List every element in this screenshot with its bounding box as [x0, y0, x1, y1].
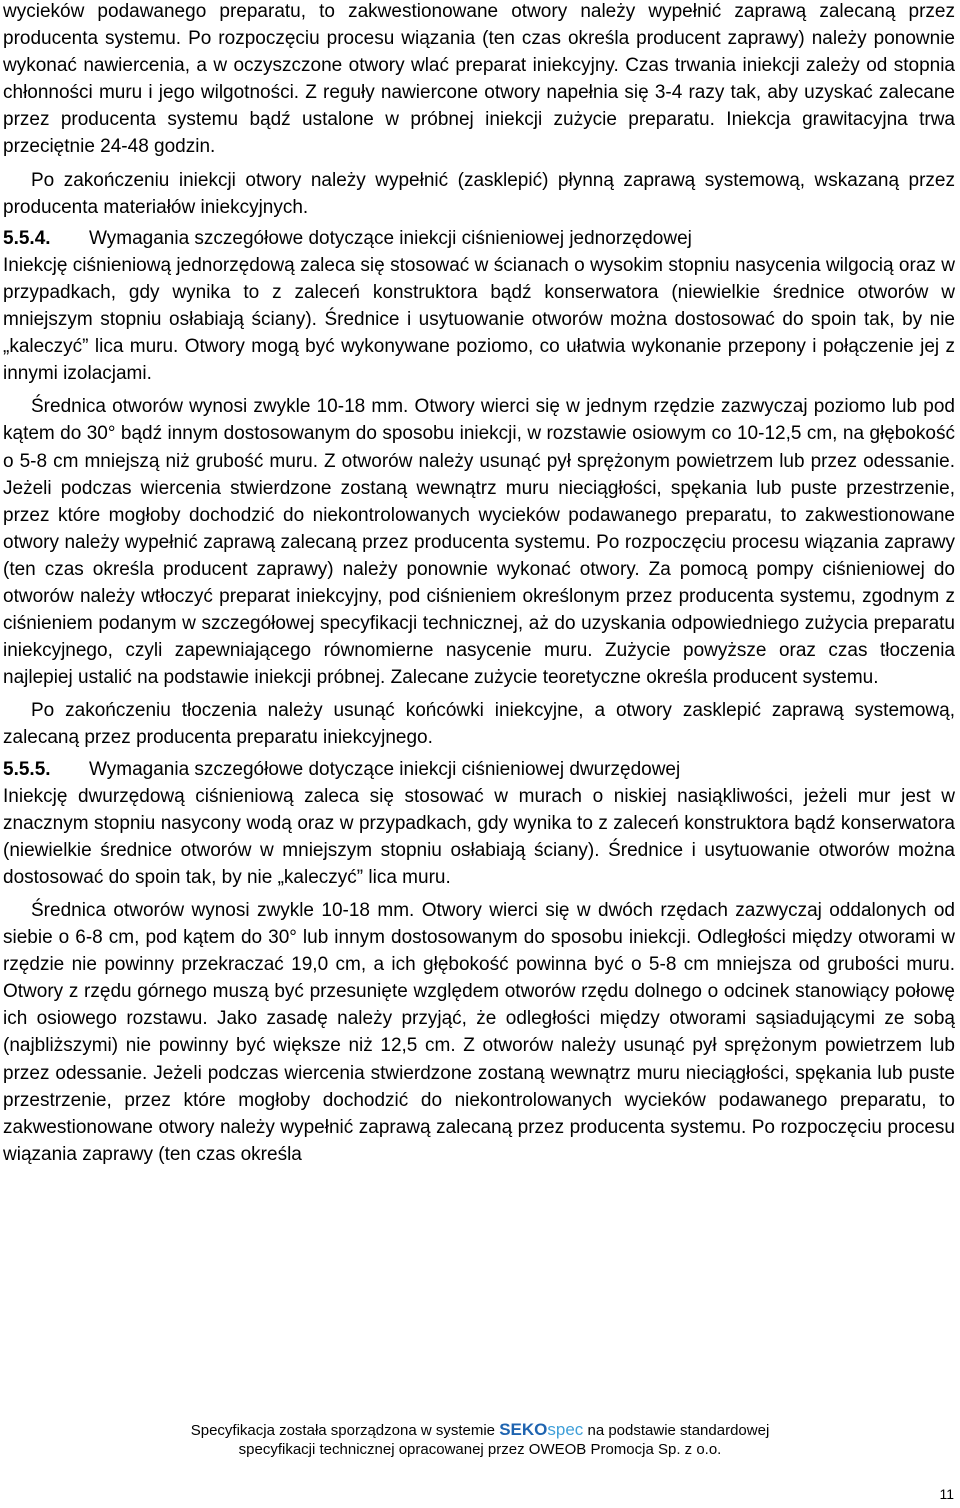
- section-number: 5.5.5.: [3, 758, 51, 780]
- paragraph: Iniekcję dwurzędową ciśnieniową zaleca się stosować w murach o niskiej nasiąkliwości, jeżeli mur jest w znacznym stopniu nasycony wodą oraz w przypadkach, gdy wynika to z zaleceń konstruktora bądź konserwatora (niewielkie średnice otworów w mniejszym stopniu osłabiają ściany). Średnice i usytuowanie otworów można dostosować do spoin tak, by nie „kaleczyć” lica muru.: [3, 785, 955, 888]
- sekospec-logo: [499, 1420, 583, 1439]
- paragraph: Średnica otworów wynosi zwykle 10-18 mm. Otwory wierci się w jednym rzędzie zazwyczaj poziomo lub pod kątem do 30° bądź innym dostosowanym do sposobu iniekcji, w rozstawie osiowym co 10-12,5 cm, na głębokość o 5-8 cm mniejszą niż grubość muru. Z otworów należy usunąć pył sprężonym powietrzem lub przez odessanie. Jeżeli podczas wiercenia stwierdzone zostaną wewnątrz muru nieciągłości, spękania lub puste przestrzenie, przez które mogłoby dochodzić do niekontrolowanych wycieków podawanego preparatu, to zakwestionowane otwory należy wypełnić zaprawą zalecaną przez producenta systemu. Po rozpoczęciu procesu wiązania zaprawy (ten czas określa producent zaprawy) należy ponownie wykonać otwory. Za pomocą pompy ciśnieniowej do otworów należy wtłoczyć preparat iniekcyjny, pod ciśnieniem określonym przez producenta systemu, zgodnym z ciśnieniem podanym w szczegółowej specyfikacji technicznej, aż do uzyskania odpowiedniego zużycia preparatu iniekcyjnego, czyli zapewniającego równomierne nasycenie muru. Zużycie powyższe oraz czas tłoczenia najlepiej ustalić na podstawie iniekcji próbnej. Zalecane zużycie teoretyczne określa producent systemu.: [3, 396, 955, 689]
- section-number: 5.5.4.: [3, 227, 51, 249]
- page-number: 11: [939, 1486, 954, 1502]
- section-title: Wymagania szczegółowe dotyczące iniekcji ciśnieniowej jednorzędowej: [89, 227, 692, 249]
- page-content: [3, 0, 955, 1168]
- footer-line-1: [0, 1420, 960, 1440]
- brand-part-2: spec: [547, 1420, 584, 1439]
- footer-text: Specyfikacja została sporządzona w systemie: [190, 1422, 496, 1439]
- brand-part-1: SEKO: [499, 1420, 548, 1439]
- section-heading-554: [3, 225, 955, 252]
- footer-text: na podstawie standardowej: [587, 1422, 770, 1439]
- section-heading-555: [3, 756, 955, 783]
- paragraph: Iniekcję ciśnieniową jednorzędową zaleca się stosować w ścianach o wysokim stopniu nasycenia wilgocią oraz w przypadkach, gdy wynika to z zaleceń konstruktora bądź konserwatora (niewielkie średnice otworów w mniejszym stopniu osłabiają ściany). Średnice i usytuowanie otworów można dostosować do spoin tak, by nie „kaleczyć” lica muru. Otwory mogą być wykonywane poziomo, co ułatwia wykonanie przepony i połączenie jej z innymi izolacjami.: [3, 254, 955, 385]
- paragraph: Po zakończeniu iniekcji otwory należy wypełnić (zasklepić) płynną zaprawą systemową, wskazaną przez producenta materiałów iniekcyjnych.: [3, 169, 955, 218]
- paragraph: wycieków podawanego preparatu, to zakwestionowane otwory należy wypełnić zaprawą zalecaną przez producenta systemu. Po rozpoczęciu procesu wiązania (ten czas określa producent zaprawy) należy ponownie wykonać nawiercenia, a w oczyszczone otwory wlać preparat iniekcyjny. Czas trwania iniekcji zależy od stopnia chłonności muru i jego wilgotności. Z reguły nawiercone otwory napełnia się 3-4 razy tak, aby uzyskać zalecane przez producenta systemu bądź ustalone w próbnej iniekcji zużycie preparatu. Iniekcja grawitacyjna trwa przeciętnie 24-48 godzin.: [3, 1, 955, 158]
- page-footer: [0, 1420, 960, 1459]
- footer-line-2: specyfikacji technicznej opracowanej przez OWEOB Promocja Sp. z o.o.: [238, 1441, 722, 1458]
- paragraph: Średnica otworów wynosi zwykle 10-18 mm. Otwory wierci się w dwóch rzędach zazwyczaj oddalonych od siebie o 6-8 cm, pod kątem do 30° lub innym dostosowanym do sposobu iniekcji. Odległości między otworami w rzędzie nie powinny przekraczać 19,0 cm, a ich głębokość powinna być o 5-8 cm mniejsza od grubości muru. Otwory z rzędu górnego muszą być przesunięte względem otworów rzędu dolnego o odcinek stanowiący połowę ich osiowego rozstawu. Jako zasadę należy przyjąć, że odległości między otworami sąsiadującymi ze sobą (najbliższymi) nie powinny być większe niż 12,5 cm. Z otworów należy usunąć pył sprężonym powietrzem lub przez odessanie. Jeżeli podczas wiercenia stwierdzone zostaną wewnątrz muru nieciągłości, spękania lub puste przestrzenie, przez które mogłoby dochodzić do niekontrolowanych wycieków podawanego preparatu, to zakwestionowane otwory należy wypełnić zaprawą zalecaną przez producenta systemu. Po rozpoczęciu procesu wiązania zaprawy (ten czas określa: [3, 900, 955, 1165]
- section-title: Wymagania szczegółowe dotyczące iniekcji ciśnieniowej dwurzędowej: [89, 758, 681, 780]
- paragraph: Po zakończeniu tłoczenia należy usunąć końcówki iniekcyjne, a otwory zasklepić zaprawą systemową, zalecaną przez producenta preparatu iniekcyjnego.: [3, 700, 955, 749]
